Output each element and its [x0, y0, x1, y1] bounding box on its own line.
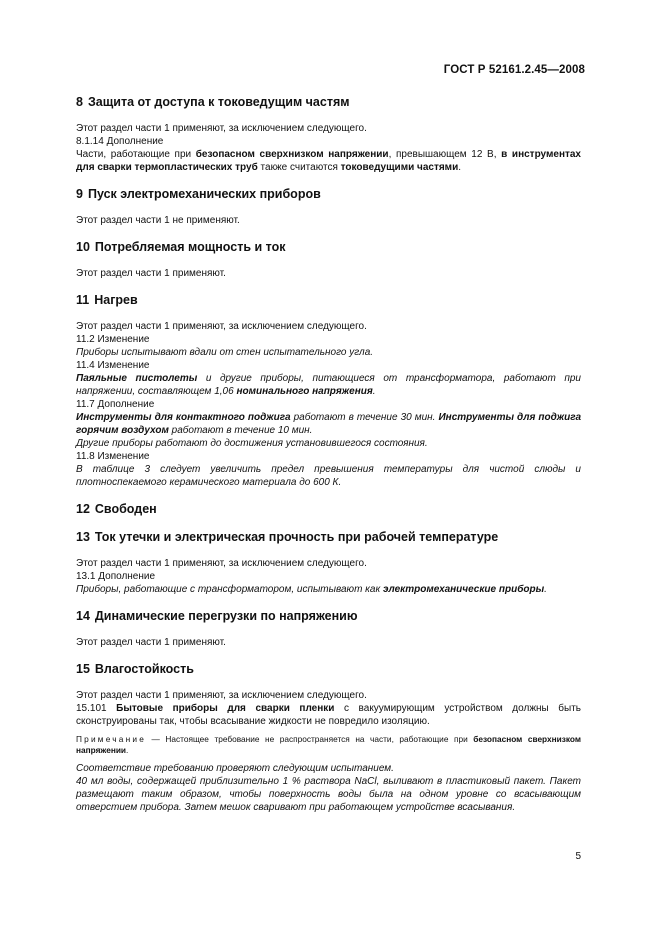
- paragraph: [76, 583, 581, 596]
- paragraph: 40 мл воды, содержащей приблизительно 1 % раствора NaCl, выливают в пластиковый пакет. Пакет размещают таким образом, чтобы поверхность воды была на одном уровне со всасывающим отверстием прибора. Затем мешок сваривают при работающем устройстве всасывания.: [76, 776, 581, 813]
- paragraph: Этот раздел части 1 применяют, за исключением следующего.: [76, 321, 367, 332]
- section-9-heading: [76, 187, 581, 202]
- term: безопасном сверхнизком напряжении: [76, 734, 582, 755]
- clause-label: 11.8 Изменение: [76, 451, 150, 462]
- section-number: 9: [76, 187, 83, 201]
- section-number: 15: [76, 662, 90, 676]
- document-body: [76, 89, 581, 814]
- term: в инструментах для сварки термопластических труб: [76, 149, 581, 173]
- text: также считаются: [257, 162, 341, 173]
- section-13-heading: [76, 530, 581, 545]
- text: .: [372, 386, 376, 397]
- clause-label: 11.2 Изменение: [76, 334, 150, 345]
- section-title: Ток утечки и электрическая прочность при рабочей температуре: [94, 530, 499, 544]
- text: , превышающем 12 В,: [388, 149, 502, 160]
- text: Части, работающие при: [76, 149, 196, 160]
- paragraph: [76, 702, 581, 728]
- text: и другие приборы, питающиеся от трансформатора, работают при напряжении, составляющем 1,06: [76, 373, 581, 397]
- term: безопасном сверхнизком напряжении: [195, 149, 389, 160]
- term: Инструменты для контактного поджига: [76, 412, 291, 423]
- text: с вакуумирующим устройством должны быть сконструированы так, чтобы всасывание жидкости не повредило изоляцию.: [76, 703, 581, 727]
- paragraph: [76, 411, 581, 437]
- section-title: Нагрев: [94, 293, 138, 307]
- paragraph: [76, 372, 581, 398]
- paragraph: Этот раздел части 1 применяют, за исключением следующего.: [76, 123, 367, 134]
- text: Приборы, работающие с трансформатором, испытывают как: [76, 584, 383, 595]
- clause-label: 11.7 Дополнение: [76, 399, 155, 410]
- paragraph: Другие приборы работают до достижения установившегося состояния.: [76, 438, 428, 449]
- paragraph: [76, 148, 581, 174]
- section-15-heading: [76, 662, 581, 677]
- paragraph: Соответствие требованию проверяют следующим испытанием.: [76, 763, 394, 774]
- section-number: 13: [76, 530, 90, 544]
- section-title: Влагостойкость: [94, 662, 194, 676]
- term: электромеханические приборы: [382, 584, 545, 595]
- clause-label: 11.4 Изменение: [76, 360, 150, 371]
- text: .: [458, 162, 461, 173]
- section-8-heading: [76, 95, 581, 110]
- clause-label: 8.1.14 Дополнение: [76, 136, 164, 147]
- section-title: Потребляемая мощность и ток: [94, 240, 286, 254]
- paragraph: Приборы испытывают вдали от стен испытательного угла.: [76, 347, 374, 358]
- note: [76, 734, 581, 756]
- text: работают в течение 10 мин.: [168, 425, 313, 436]
- text: .: [126, 745, 129, 755]
- section-number: 11: [76, 293, 90, 307]
- section-number: 14: [76, 609, 90, 623]
- section-number: 12: [76, 502, 90, 516]
- text: .: [544, 584, 547, 595]
- page-number: 5: [575, 851, 581, 862]
- paragraph: Этот раздел части 1 применяют, за исключением следующего.: [76, 690, 367, 701]
- text: — Настоящее требование не распространяется на части, работающие при: [146, 734, 474, 744]
- term: токоведущими частями: [340, 162, 459, 173]
- term: номинального напряжения: [236, 386, 373, 397]
- term: Паяльные пистолеты: [76, 373, 198, 384]
- section-14-heading: [76, 609, 581, 624]
- text: работают в течение 30 мин.: [290, 412, 439, 423]
- section-title: Свободен: [94, 502, 157, 516]
- paragraph: Этот раздел части 1 применяют, за исключением следующего.: [76, 558, 367, 569]
- section-number: 10: [76, 240, 90, 254]
- section-number: 8: [76, 95, 83, 109]
- section-10-heading: [76, 240, 581, 255]
- paragraph: Этот раздел части 1 применяют.: [76, 637, 226, 648]
- clause-label: 13.1 Дополнение: [76, 571, 156, 582]
- paragraph: Этот раздел части 1 не применяют.: [76, 215, 240, 226]
- paragraph: Этот раздел части 1 применяют.: [76, 268, 226, 279]
- section-11-heading: [76, 293, 581, 308]
- section-title: Динамические перегрузки по напряжению: [94, 609, 358, 623]
- section-title: Защита от доступа к токоведущим частям: [87, 95, 350, 109]
- standard-designation: ГОСТ Р 52161.2.45—2008: [443, 64, 585, 76]
- section-title: Пуск электромеханических приборов: [87, 187, 321, 201]
- paragraph: В таблице 3 следует увеличить предел превышения температуры для чистой слюды и плотноспекаемого керамического материала до 600 К.: [76, 464, 581, 488]
- term: Бытовые приборы для сварки пленки: [116, 703, 335, 714]
- clause-number: 15.101: [76, 703, 117, 714]
- note-label: Примечание: [76, 734, 147, 744]
- section-12-heading: [76, 502, 581, 517]
- term: Инструменты для поджига горячим воздухом: [76, 412, 582, 436]
